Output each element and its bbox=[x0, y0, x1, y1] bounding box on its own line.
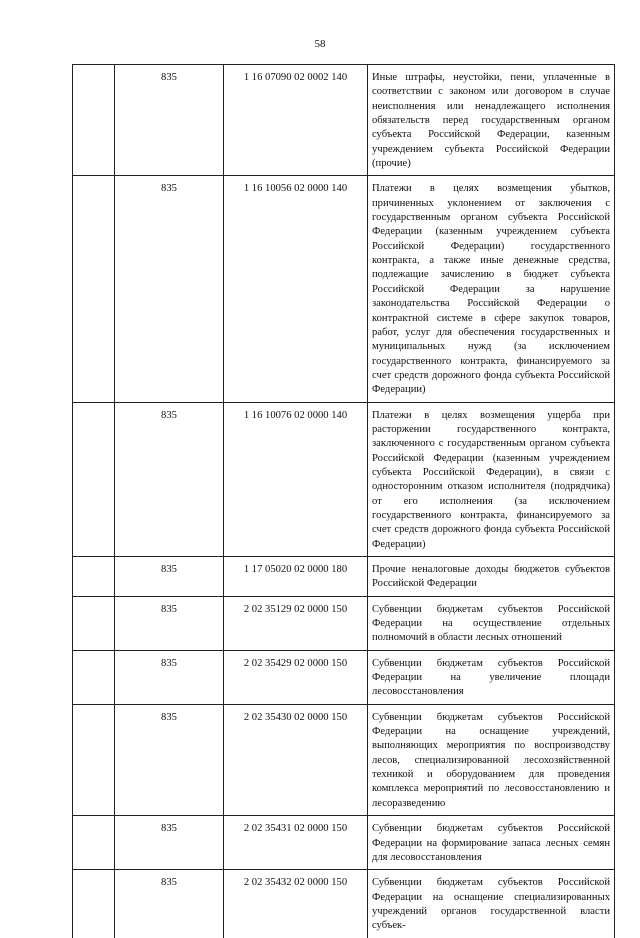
index-cell bbox=[73, 65, 115, 176]
index-cell bbox=[73, 870, 115, 938]
admin-code-cell: 835 bbox=[115, 65, 224, 176]
description-cell: Иные штрафы, неустойки, пени, уплаченные в соответствии с законом или договором в случае неисполнения или ненадлежащего исполнения обязательств перед государственным органом субъекта Российской Федерации, казенным учреждением субъекта Российской Федерации (прочие) bbox=[368, 65, 615, 176]
index-cell bbox=[73, 176, 115, 402]
description-cell: Субвенции бюджетам субъектов Российской Федерации на увеличение площади лесовосстановления bbox=[368, 650, 615, 704]
admin-code-cell: 835 bbox=[115, 596, 224, 650]
admin-code-cell: 835 bbox=[115, 650, 224, 704]
index-cell bbox=[73, 704, 115, 815]
table-row bbox=[73, 176, 615, 402]
description-cell: Субвенции бюджетам субъектов Российской Федерации на осуществление отдельных полномочий в области лесных отношений bbox=[368, 596, 615, 650]
budget-code-cell: 2 02 35429 02 0000 150 bbox=[224, 650, 368, 704]
budget-code-cell: 1 16 10076 02 0000 140 bbox=[224, 402, 368, 556]
description-cell: Платежи в целях возмещения убытков, причиненных уклонением от заключения с государственным органом субъекта Российской Федерации (казенным учреждением субъекта Российской Федерации) государственного контракта, а также иные денежные средства, подлежащие зачислению в бюджет субъекта Российской Федерации за нарушение законодательства Российской Федерации о контрактной системе в сфере закупок товаров, работ, услуг для обеспечения государственных и муниципальных нужд (за исключением государственного контракта, финансируемого за счет средств дорожного фонда субъекта Российской Федерации) bbox=[368, 176, 615, 402]
admin-code-cell: 835 bbox=[115, 870, 224, 938]
admin-code-cell: 835 bbox=[115, 557, 224, 597]
table-row bbox=[73, 816, 615, 870]
budget-code-cell: 1 17 05020 02 0000 180 bbox=[224, 557, 368, 597]
table-row bbox=[73, 402, 615, 556]
description-cell: Субвенции бюджетам субъектов Российской Федерации на оснащение учреждений, выполняющих мероприятия по воспроизводству лесов, специализированной лесохозяйственной техникой и оборудованием для проведения комплекса мероприятий по лесовосстановлению и лесоразведению bbox=[368, 704, 615, 815]
description-cell: Субвенции бюджетам субъектов Российской Федерации на формирование запаса лесных семян для лесовосстановления bbox=[368, 816, 615, 870]
admin-code-cell: 835 bbox=[115, 816, 224, 870]
index-cell bbox=[73, 596, 115, 650]
budget-code-cell: 2 02 35431 02 0000 150 bbox=[224, 816, 368, 870]
table-row bbox=[73, 65, 615, 176]
description-cell: Субвенции бюджетам субъектов Российской Федерации на оснащение специализированных учреждений органов государственной власти субъек- bbox=[368, 870, 615, 938]
description-cell: Платежи в целях возмещения ущерба при расторжении государственного контракта, заключенного с государственным органом субъекта Российской Федерации (казенным учреждением субъекта Российской Федерации), в связи с односторонним отказом исполнителя (подрядчика) от его исполнения (за исключением государственного контракта, финансируемого за счет средств дорожного фонда субъекта Российской Федерации) bbox=[368, 402, 615, 556]
table-row bbox=[73, 704, 615, 815]
index-cell bbox=[73, 816, 115, 870]
admin-code-cell: 835 bbox=[115, 176, 224, 402]
description-cell: Прочие неналоговые доходы бюджетов субъектов Российской Федерации bbox=[368, 557, 615, 597]
table-row bbox=[73, 557, 615, 597]
admin-code-cell: 835 bbox=[115, 402, 224, 556]
index-cell bbox=[73, 557, 115, 597]
table-row bbox=[73, 870, 615, 938]
index-cell bbox=[73, 402, 115, 556]
budget-code-cell: 1 16 07090 02 0002 140 bbox=[224, 65, 368, 176]
budget-code-cell: 2 02 35129 02 0000 150 bbox=[224, 596, 368, 650]
revenue-codes-table bbox=[72, 64, 615, 938]
table-row bbox=[73, 596, 615, 650]
admin-code-cell: 835 bbox=[115, 704, 224, 815]
budget-code-cell: 1 16 10056 02 0000 140 bbox=[224, 176, 368, 402]
budget-code-cell: 2 02 35432 02 0000 150 bbox=[224, 870, 368, 938]
index-cell bbox=[73, 650, 115, 704]
budget-code-cell: 2 02 35430 02 0000 150 bbox=[224, 704, 368, 815]
page-number: 58 bbox=[314, 38, 326, 50]
table-row bbox=[73, 650, 615, 704]
